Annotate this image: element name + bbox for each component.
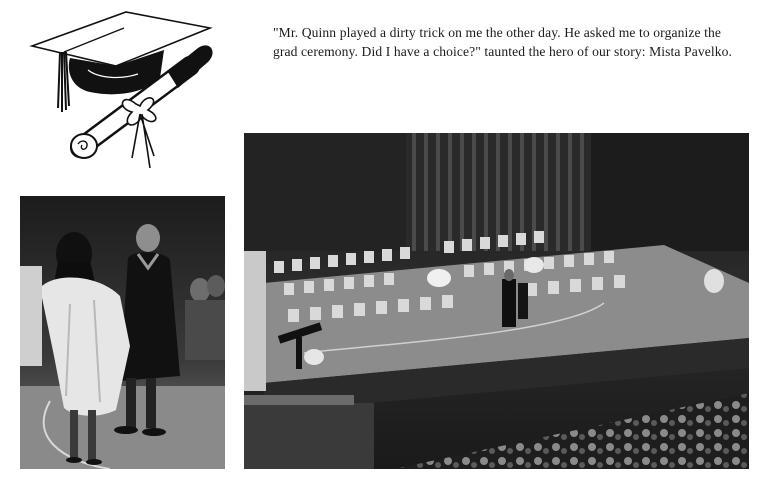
graduate-receiving-diploma-photo	[20, 196, 225, 469]
graduation-cap-diploma-icon	[28, 8, 218, 176]
caption-quote: "Mr. Quinn played a dirty trick on me the other day. He asked me to organize the grad ceremony. Did I have a choice?" taunted the hero of our story: Mista Pavelko.	[273, 25, 733, 59]
auditorium-stage-photo	[244, 133, 749, 469]
